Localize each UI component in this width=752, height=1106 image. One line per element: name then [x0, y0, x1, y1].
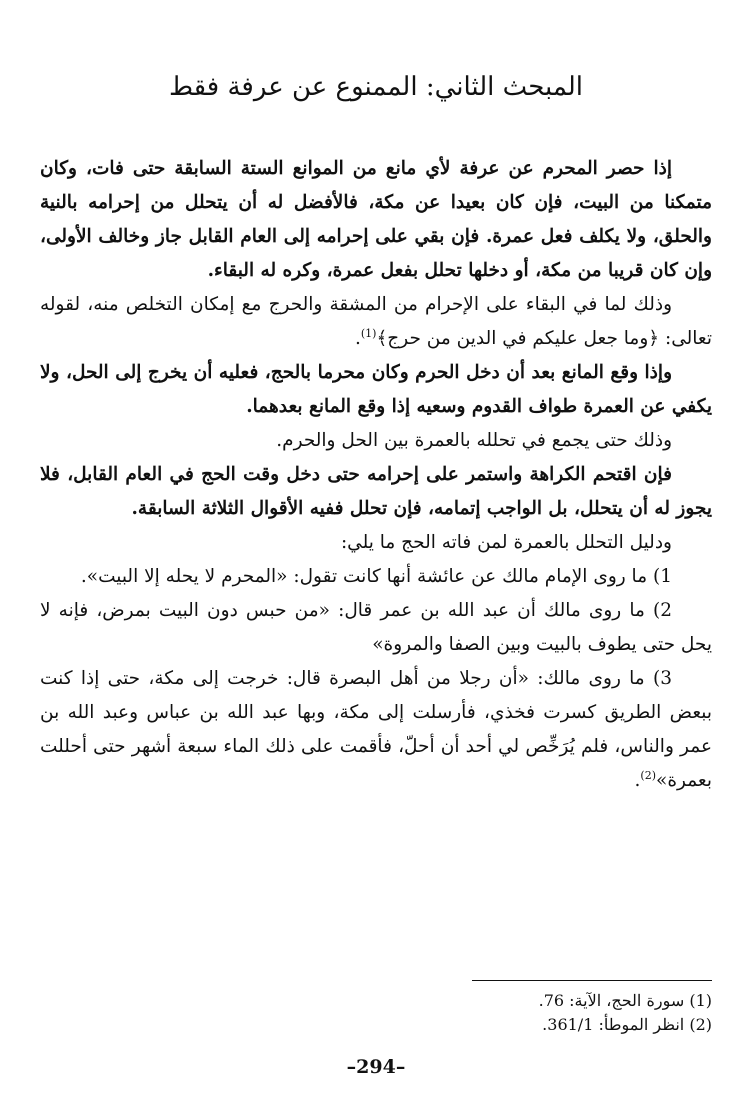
evidence-item-2: 2) ما روى مالك أن عبد الله بن عمر قال: «من حبس دون البيت بمرض، فإنه لا يحل حتى يطوف بالبيت وبين الصفا والمروة»	[40, 600, 712, 655]
evidence-item-3	[40, 662, 712, 798]
footnote-divider	[472, 980, 712, 981]
paragraph-makruh: فإن اقتحم الكراهة واستمر على إحرامه حتى دخل وقت الحج في العام القابل، فلا يجوز له أن يتحلل، بل الواجب إتمامه، فإن تحلل ففيه الأقوال الثلاثة السابقة.	[40, 464, 712, 519]
paragraph-reasoning-end: .	[354, 328, 361, 349]
body-text	[40, 152, 712, 798]
paragraph-ruling-arafah: إذا حصر المحرم عن عرفة لأي مانع من الموانع الستة السابقة حتى فات، وكان متمكنا من البيت، فإن كان بعيدا عن مكة، فالأفضل له أن يتحلل من إحرامه بالنية والحلق، ولا يكلف فعل عمرة. فإن بقي على إحرامه إلى العام القابل جاز وخالف الأولى، وإن كان قريبا من مكة، أو دخلها تحلل بفعل عمرة، وكره له البقاء.	[40, 158, 712, 281]
footnote-ref-2: (2)	[640, 768, 656, 782]
footnote-ref-1: (1)	[360, 326, 377, 340]
evidence-item-3-end: .	[634, 770, 641, 791]
footnote-2: (2) انظر الموطأ: 361/1.	[542, 1015, 712, 1034]
paragraph-reasoning-text: وذلك لما في البقاء على الإحرام من المشقة والحرج مع إمكان التخلص منه، لقوله تعالى: ﴿وما جعل عليكم في الدين من حرج﴾	[40, 294, 712, 349]
footnotes	[40, 980, 712, 1037]
section-title: المبحث الثاني: الممنوع عن عرفة فقط	[168, 72, 584, 102]
footnote-1: (1) سورة الحج، الآية: 76.	[538, 991, 712, 1010]
paragraph-reasoning	[40, 288, 712, 356]
paragraph-haram-ruling: وإذا وقع المانع بعد أن دخل الحرم وكان محرما بالحج، فعليه أن يخرج إلى الحل، ولا يكفي عن العمرة طواف القدوم وسعيه إذا وقع المانع بعدهما.	[40, 362, 712, 417]
evidence-item-3-text: 3) ما روى مالك: «أن رجلا من أهل البصرة قال: خرجت إلى مكة، حتى إذا كنت ببعض الطريق كسرت فخذي، فأرسلت إلى مكة، وبها عبد الله بن عباس وعبد الله بن عمر والناس، فلم يُرَخِّص لي أحد أن أحلّ، فأقمت على ذلك الماء سبعة أشهر حتى أحللت بعمرة»	[40, 668, 712, 791]
paragraph-evidence-intro: ودليل التحلل بالعمرة لمن فاته الحج ما يلي:	[340, 532, 672, 553]
paragraph-hill-haram: وذلك حتى يجمع في تحلله بالعمرة بين الحل والحرم.	[276, 430, 672, 451]
page-number: –294–	[346, 1056, 406, 1078]
evidence-item-1: 1) ما روى الإمام مالك عن عائشة أنها كانت تقول: «المحرم لا يحله إلا البيت».	[80, 566, 672, 587]
